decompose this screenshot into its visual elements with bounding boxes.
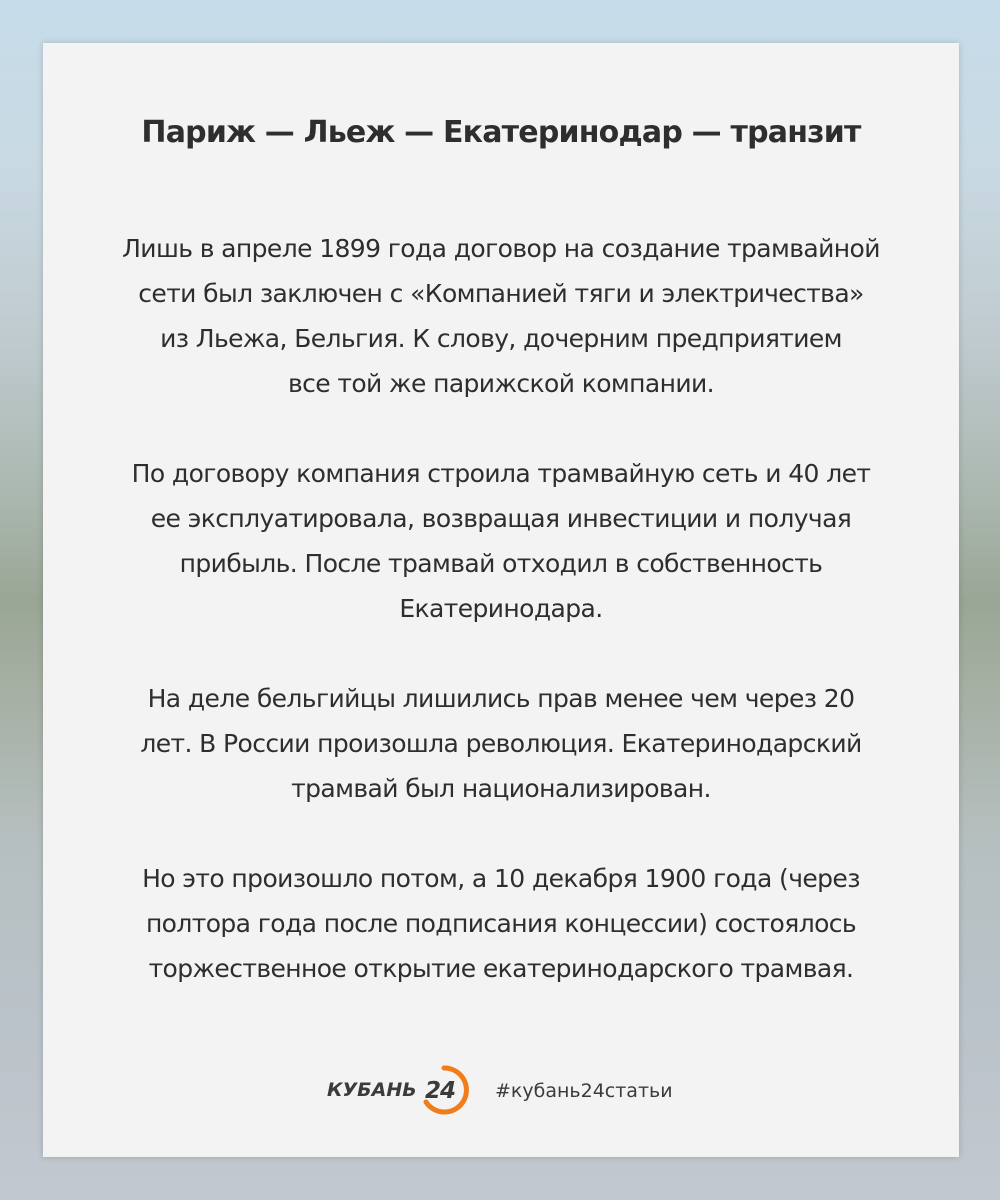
text-line: ее эксплуатировала, возвращая инвестиции и получая: [150, 504, 852, 533]
hashtag-link[interactable]: #кубань24статьи: [495, 1080, 673, 1102]
text-line: На деле бельгийцы лишились прав менее чем через 20: [147, 684, 855, 713]
logo-number: 24: [425, 1078, 456, 1104]
text-line: Лишь в апреле 1899 года договор на создание трамвайной: [122, 234, 880, 263]
article-title: Париж — Льеж — Екатеринодар — транзит: [141, 115, 861, 150]
logo-wordmark: КУБАНЬ: [327, 1079, 417, 1101]
text-line: сети был заключен с «Компанией тяги и электричества»: [138, 279, 864, 308]
text-line: торжественное открытие екатеринодарского трамвая.: [148, 954, 854, 983]
text-line: прибыль. После трамвай отходил в собственность: [179, 549, 823, 578]
text-line: полтора года после подписания концессии) состоялось: [145, 909, 857, 938]
footer: [43, 1063, 959, 1119]
paragraph-1: [73, 226, 929, 406]
article-card: [43, 43, 959, 1157]
paragraph-3: [73, 676, 929, 811]
paragraph-2: [73, 451, 929, 631]
text-line: лет. В России произошла революция. Екатеринодарский: [140, 729, 862, 758]
article-body: [73, 226, 929, 1036]
kuban24-logo: [323, 1063, 473, 1119]
text-line: все той же парижской компании.: [287, 369, 715, 398]
text-line: По договору компания строила трамвайную сеть и 40 лет: [131, 459, 871, 488]
paragraph-4: [73, 856, 929, 991]
text-line: Екатеринодара.: [399, 594, 603, 623]
text-line: трамвай был национализирован.: [291, 774, 711, 803]
text-line: Но это произошло потом, а 10 декабря 1900 года (через: [142, 864, 860, 893]
text-line: из Льежа, Бельгия. К слову, дочерним предприятием: [160, 324, 842, 353]
